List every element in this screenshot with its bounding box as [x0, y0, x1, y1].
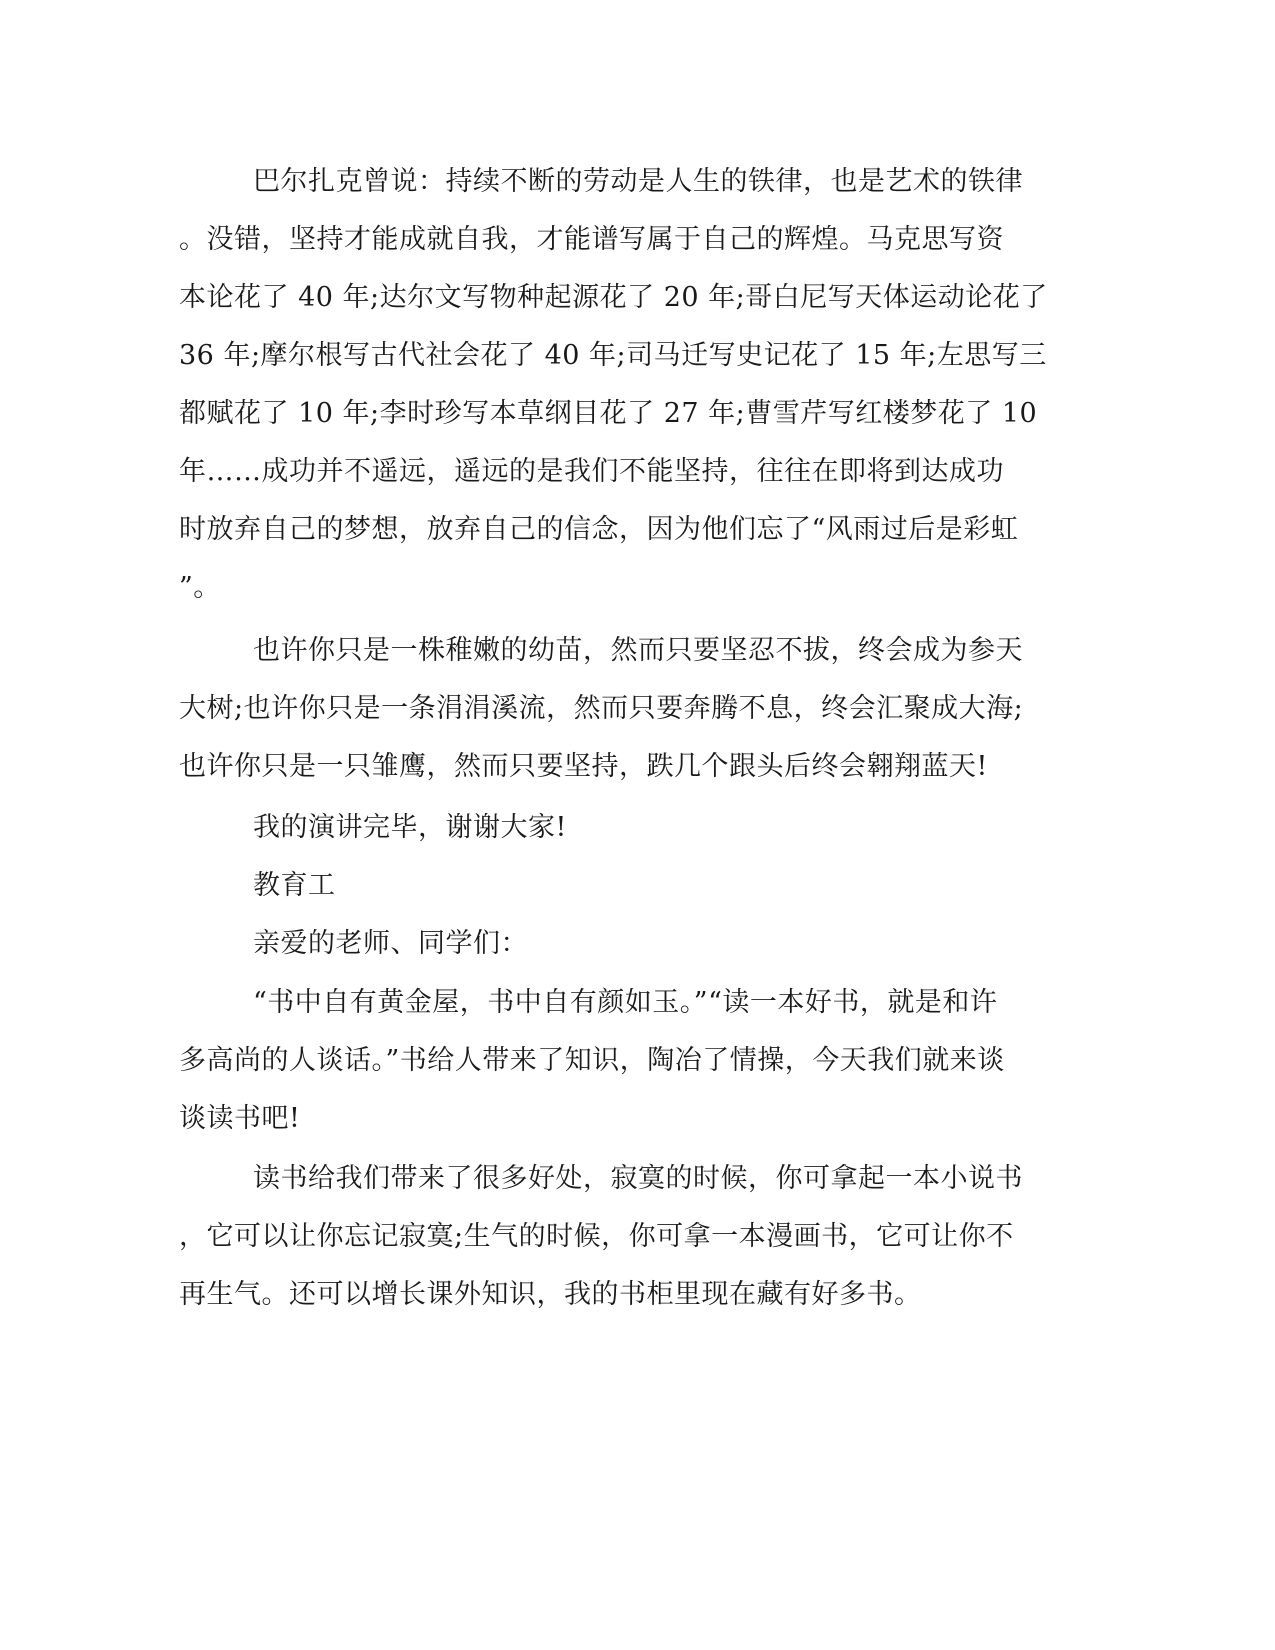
- text-line: “书中自有黄金屋，书中自有颜如玉。”“读一本好书，就是和许: [253, 987, 998, 1018]
- text-line: 年……成功并不遥远，遥远的是我们不能坚持，往往在即将到达成功: [179, 456, 1004, 487]
- text-line: 谈读书吧!: [179, 1103, 301, 1134]
- text-line: 也许你只是一只雏鹰，然而只要坚持，跌几个跟头后终会翱翔蓝天!: [179, 751, 988, 782]
- text-line: 时放弃自己的梦想，放弃自己的信念，因为他们忘了“风雨过后是彩虹: [179, 514, 1019, 545]
- text-line: 教育工: [253, 870, 336, 901]
- text-line: ”。: [179, 572, 221, 603]
- text-line: 。没错，坚持才能成就自我，才能谱写属于自己的辉煌。马克思写资: [179, 224, 1004, 255]
- text-line: 多高尚的人谈话。”书给人带来了知识，陶冶了情操，今天我们就来谈: [179, 1045, 1005, 1076]
- text-line: 也许你只是一株稚嫩的幼苗，然而只要坚忍不拔，终会成为参天: [253, 635, 1023, 666]
- text-line: 大树;也许你只是一条涓涓溪流，然而只要奔腾不息，终会汇聚成大海;: [179, 693, 1024, 724]
- text-line: 亲爱的老师、同学们：: [253, 928, 528, 959]
- text-line: 巴尔扎克曾说：持续不断的劳动是人生的铁律，也是艺术的铁律: [253, 166, 1023, 197]
- text-line: 36 年;摩尔根写古代社会花了 40 年;司马迁写史记花了 15 年;左思写三: [179, 340, 1047, 371]
- text-line: 再生气。还可以增长课外知识，我的书柜里现在藏有好多书。: [179, 1279, 922, 1310]
- text-line: 我的演讲完毕，谢谢大家!: [253, 812, 567, 843]
- text-line: 读书给我们带来了很多好处，寂寞的时候，你可拿起一本小说书: [253, 1163, 1023, 1194]
- text-line: 本论花了 40 年;达尔文写物种起源花了 20 年;哥白尼写天体运动论花了: [179, 282, 1048, 313]
- text-line: ，它可以让你忘记寂寞;生气的时候，你可拿一本漫画书，它可让你不: [179, 1221, 1014, 1252]
- text-line: 都赋花了 10 年;李时珍写本草纲目花了 27 年;曹雪芹写红楼梦花了 10: [179, 398, 1038, 429]
